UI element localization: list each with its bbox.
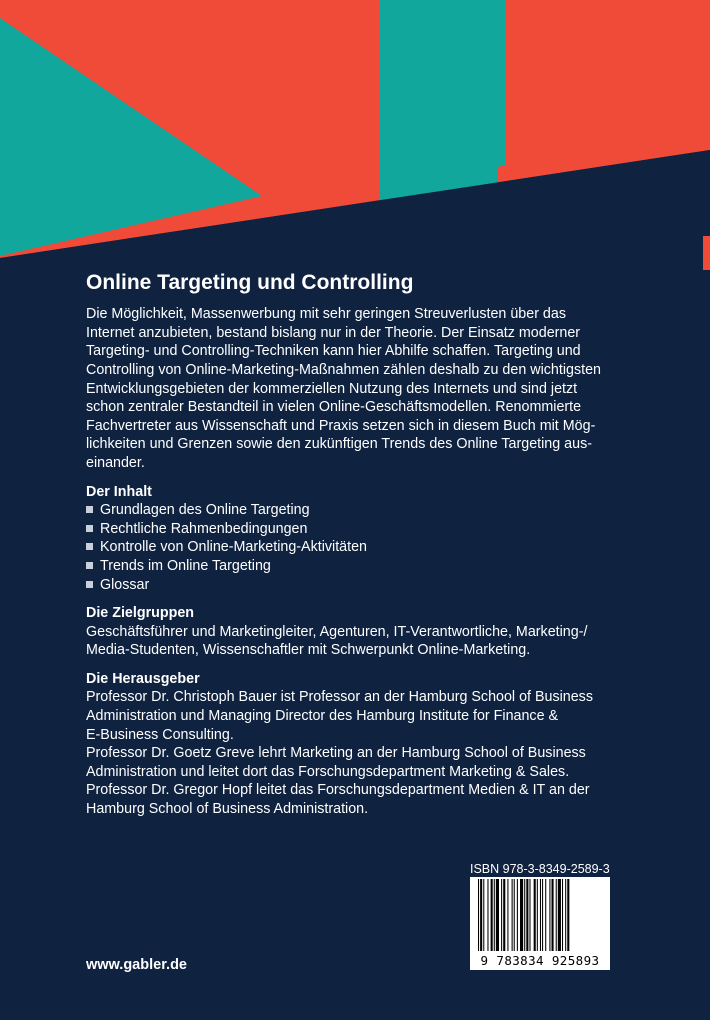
audience-line: Media-Studenten, Wissenschaftler mit Schwerpunkt Online-Marketing. [86,642,531,659]
barcode-bar [501,879,502,951]
list-item-label: Glossar [100,576,150,593]
editors-line: Professor Dr. Goetz Greve lehrt Marketing an der Hamburg School of Business [86,745,586,762]
intro-line: einander. [86,454,145,471]
editors-heading: Die Herausgeber [86,670,200,687]
barcode [470,877,610,970]
intro-line: Die Möglichkeit, Massenwerbung mit sehr geringen Streuverlusten über das [86,306,566,323]
bullet-square-icon [86,506,93,513]
list-item-label: Grundlagen des Online Targeting [100,502,310,519]
barcode-bar [503,879,505,951]
list-item-label: Kontrolle von Online-Marketing-Aktivitäten [100,539,367,556]
barcode-bar [558,879,561,951]
list-item-label: Rechtliche Rahmenbedingungen [100,520,308,537]
list-item-label: Trends im Online Targeting [100,557,271,574]
intro-line: schon zentraler Bestandteil in vielen Online-Geschäftsmodellen. Renommierte [86,399,582,416]
cover-graphic [0,0,710,280]
barcode-bar [507,879,508,951]
barcode-bar [520,879,523,951]
audience-line: Geschäftsführer und Marketingleiter, Agenturen, IT-Verantwortliche, Marketing-/ [86,623,588,640]
bullet-square-icon [86,562,93,569]
isbn-label: ISBN 978-3-8349-2589-3 [470,862,610,876]
list-item [86,576,626,595]
intro-line: Entwicklungsgebieten der kommerziellen Nutzung des Internets und sind jetzt [86,380,578,397]
barcode-digits: 9 783834 925893 [480,953,600,968]
barcode-bar [534,879,536,951]
contents-heading: Der Inhalt [86,483,152,500]
barcode-bar [512,879,513,951]
book-title: Online Targeting und Controlling [86,271,414,294]
intro-paragraph [86,305,626,472]
publisher-url: www.gabler.de [86,957,187,973]
barcode-bar [483,879,484,951]
intro-line: Internet anzubieten, bestand bislang nur in der Theorie. Der Einsatz moderner [86,324,581,341]
barcode-bar [526,879,528,951]
editors-line: Hamburg School of Business Administration. [86,801,369,818]
barcode-bar [496,879,499,951]
barcode-bar [542,879,543,951]
barcode-bar [529,879,530,951]
list-item [86,557,626,576]
editors-line: Professor Dr. Gregor Hopf leitet das Forschungsdepartment Medien & IT an der [86,782,590,799]
barcode-bar [552,879,554,951]
barcode-bar [567,879,569,951]
barcode-bar [549,879,550,951]
intro-line: Targeting- und Controlling-Techniken kann hier Abhilfe schaffen. Targeting und [86,343,581,360]
red-edge-tab [703,236,710,270]
barcode-bar [545,879,546,951]
audience-heading: Die Zielgruppen [86,605,195,622]
editors-line: Administration und Managing Director des Hamburg Institute for Finance & [86,708,559,725]
editors-line: Administration und leitet dort das Forschungsdepartment Marketing & Sales. [86,763,570,780]
editors-line: E-Business Consulting. [86,726,234,743]
barcode-bar [480,879,482,951]
list-item [86,501,626,520]
barcode-bar [487,879,488,951]
barcode-bar [491,879,493,951]
list-item [86,520,626,539]
intro-line: Controlling von Online-Marketing-Maßnahmen zählen deshalb zu den wichtigsten [86,361,601,378]
intro-line: Fachvertreter aus Wissenschaft und Praxis setzen sich in diesem Buch mit Mög- [86,417,596,434]
barcode-bar [514,879,515,951]
barcode-bar [556,879,557,951]
bullet-square-icon [86,581,93,588]
intro-line: lichkeiten und Grenzen sowie den zukünftigen Trends des Online Targeting aus- [86,436,592,453]
bullet-square-icon [86,525,93,532]
editors-line: Professor Dr. Christoph Bauer ist Professor an der Hamburg School of Business [86,689,593,706]
text-content [86,270,626,819]
barcode-bar [524,879,525,951]
barcode-bar [517,879,518,951]
contents-list [86,501,626,594]
audience-paragraph [86,623,626,660]
barcode-bar [540,879,541,951]
bullet-square-icon [86,543,93,550]
barcode-bar [494,879,495,951]
barcode-bars [476,879,604,953]
list-item [86,538,626,557]
barcode-bar [565,879,566,951]
barcode-bar [537,879,538,951]
editors-paragraph [86,688,626,818]
barcode-bar [562,879,563,951]
barcode-bar [478,879,479,951]
